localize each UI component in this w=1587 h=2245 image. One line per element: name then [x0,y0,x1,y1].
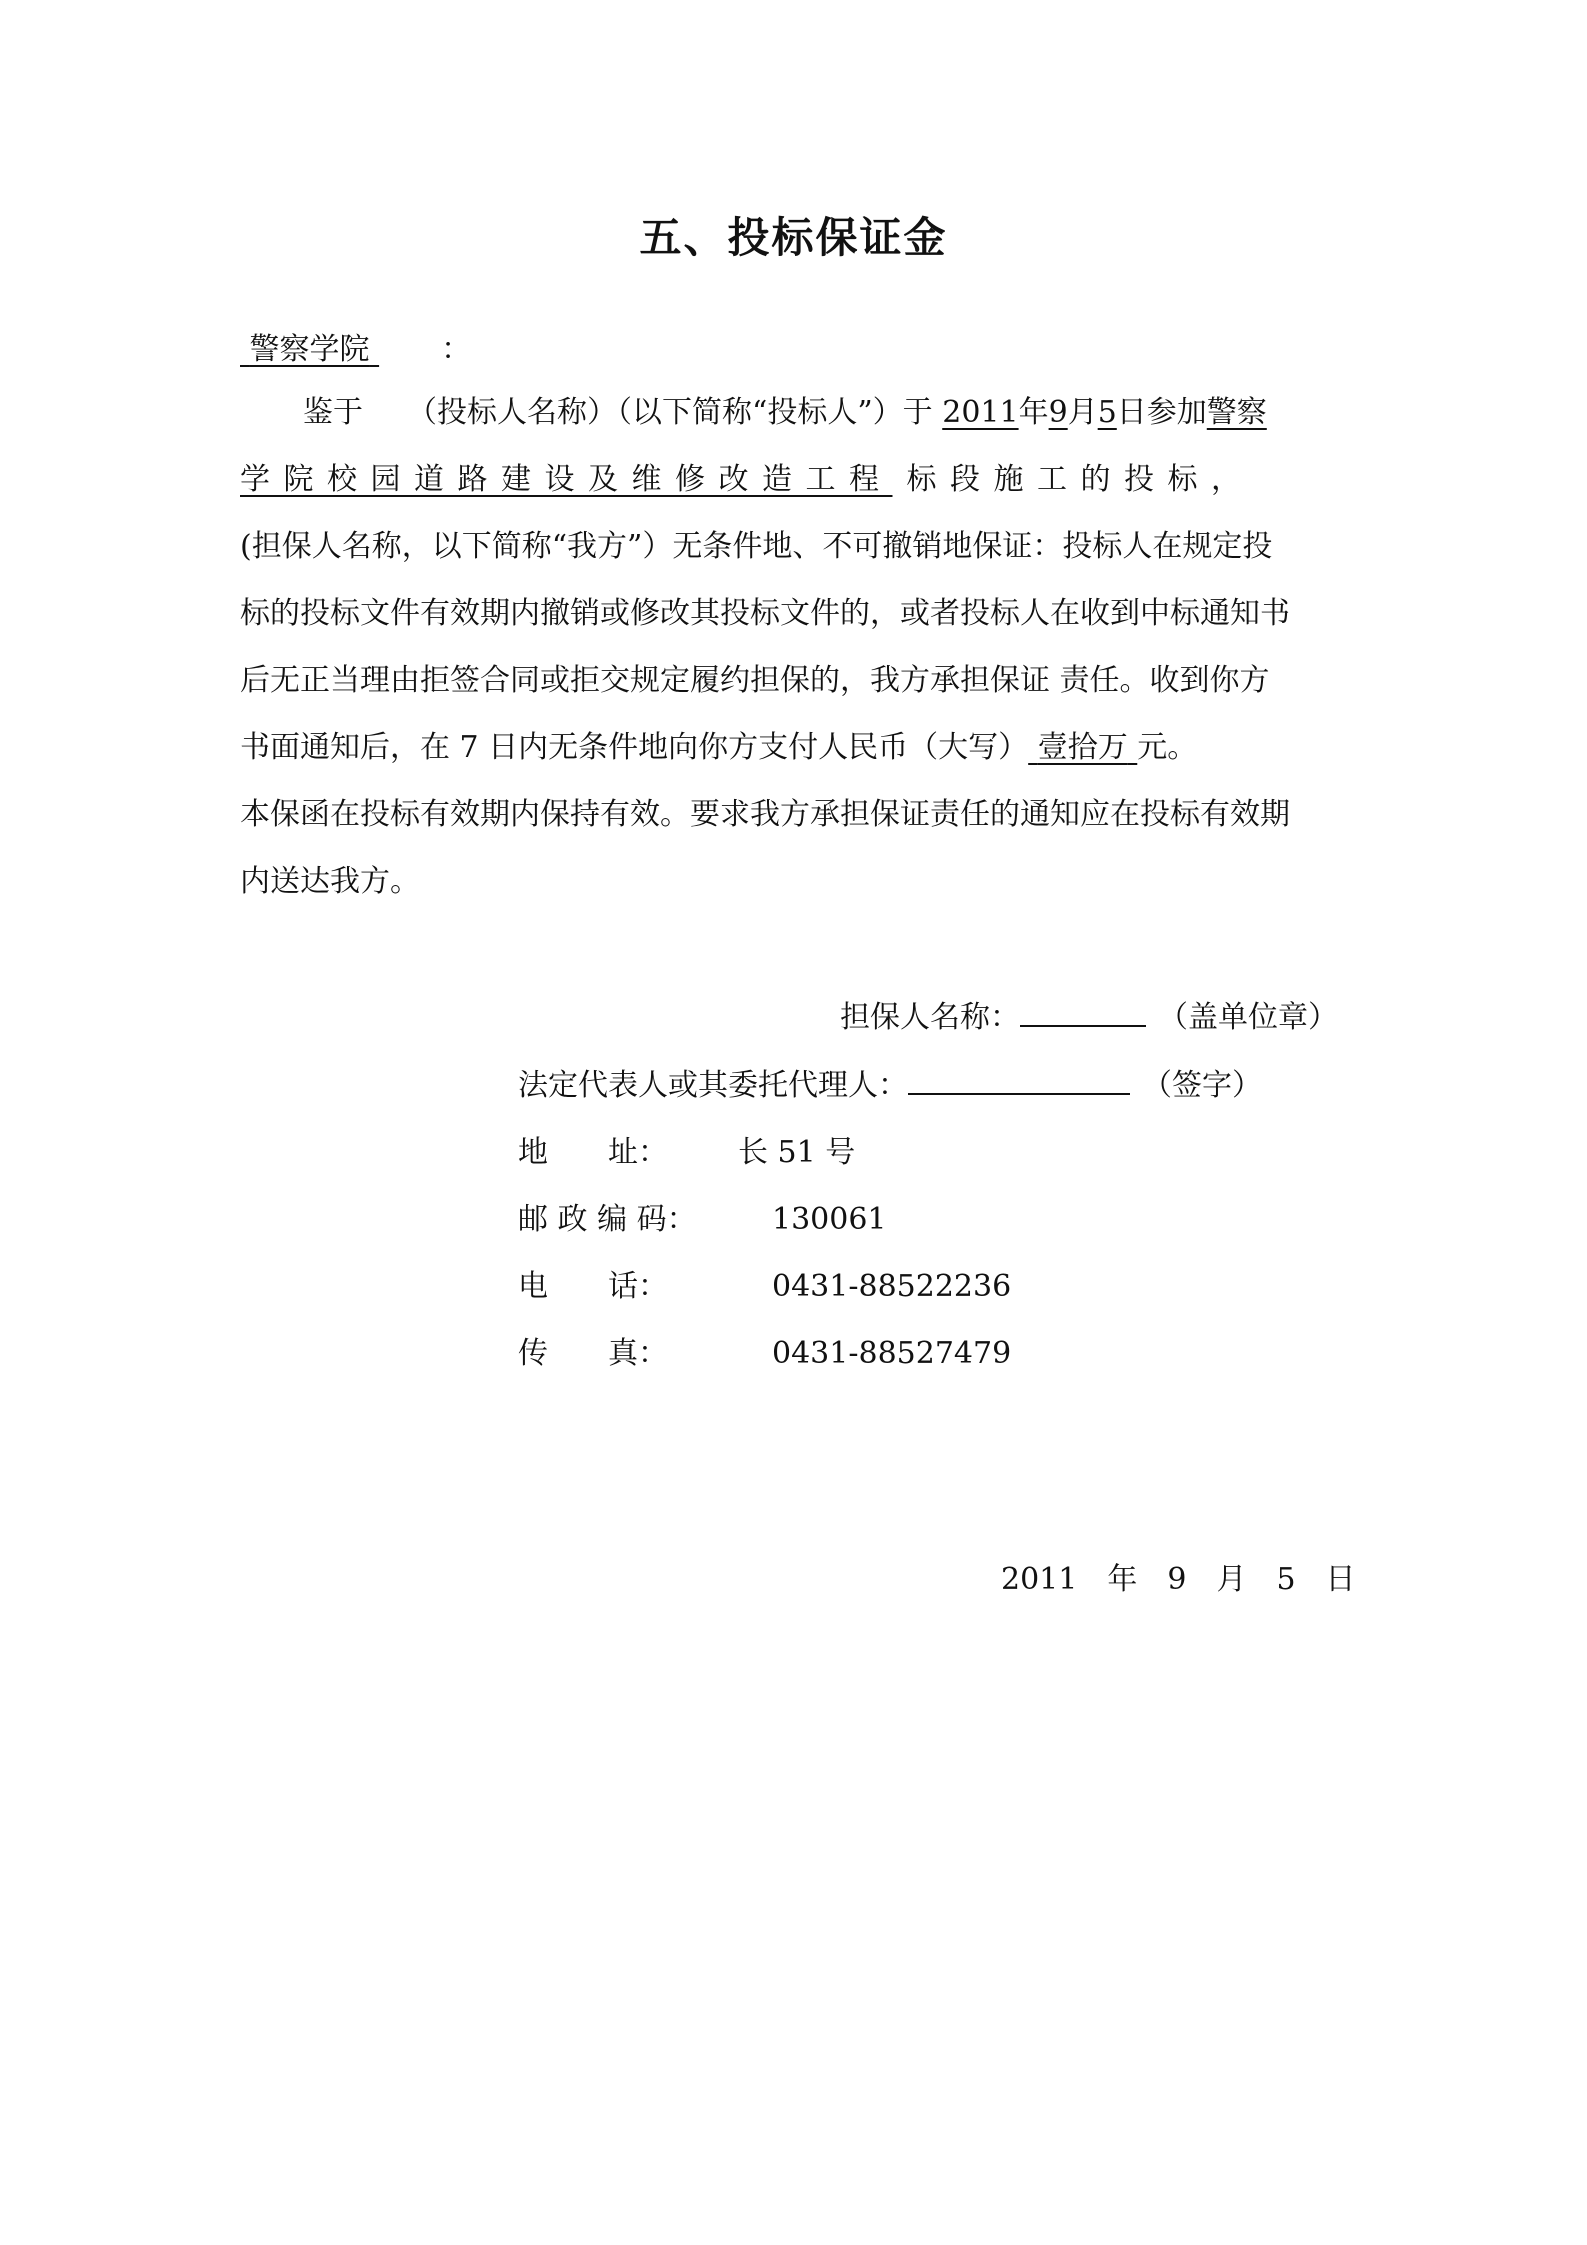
postcode-line: 邮 政 编 码： 130061 [518,1200,1018,1240]
phone-line: 电 话： 0431-88522236 [518,1267,1018,1307]
body-line-6: 书面通知后，在 7 日内无条件地向你方支付人民币（大写） 壹拾万 元。 [240,730,1198,765]
bid-month: 9 [1048,395,1068,430]
phone-value: 0431-88522236 [772,1269,1012,1304]
bid-day: 5 [1097,395,1117,430]
fax-value: 0431-88527479 [772,1336,1012,1371]
guarantor-blank[interactable] [1020,999,1146,1027]
body-line-3: (担保人名称，以下简称“我方”）无条件地、不可撤销地保证：投标人在规定投 [240,529,1273,564]
recipient-colon: ： [441,332,472,367]
guarantor-line: 担保人名称： （盖单位章） [840,1000,1338,1035]
body-line-1: 鉴于 （投标人名称）（以下简称“投标人”）于 2011年9月5日参加警察 [303,395,1267,430]
address-line: 地 址： 长 51 号 [518,1133,1018,1173]
address-value: 长 51 号 [738,1135,856,1170]
body-line-2: 学院校园道路建设及维修改造工程 标段施工的投标， [240,462,1255,497]
body-line-4: 标的投标文件有效期内撤销或修改其投标文件的，或者投标人在收到中标通知书 [240,596,1290,631]
recipient-name: 警察学院 [249,332,370,367]
body-line-5: 后无正当理由拒签合同或拒交规定履约担保的，我方承担保证 责任。收到你方 [240,663,1270,698]
project-name-part2: 学院校园道路建设及维修改造工程 [240,462,893,497]
representative-blank[interactable] [908,1067,1130,1095]
fax-line: 传 真： 0431-88527479 [518,1334,1018,1374]
body-line-7: 本保函在投标有效期内保持有效。要求我方承担保证责任的通知应在投标有效期 [240,797,1290,832]
document-date: 2011 年 9 月 5 日 [1001,1562,1356,1597]
bid-year: 2011 [942,395,1019,430]
postcode-value: 130061 [772,1202,887,1237]
representative-line: 法定代表人或其委托代理人： （签字） [518,1068,1262,1103]
body-line-8: 内送达我方。 [240,864,420,899]
guarantee-amount: 壹拾万 [1037,730,1128,765]
project-name-part1: 警察 [1206,395,1267,430]
recipient-line [240,330,1350,370]
page-title: 五、投标保证金 [639,213,948,262]
